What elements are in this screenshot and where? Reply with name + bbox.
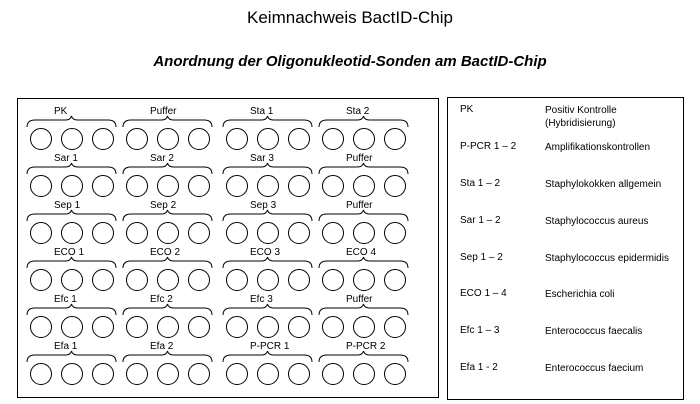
- probe-group-label: Sar 3: [250, 153, 274, 164]
- probe-spot: [62, 270, 83, 291]
- probe-spot: [31, 270, 52, 291]
- probe-spot: [62, 223, 83, 244]
- probe-group-brace: [123, 116, 212, 127]
- probe-group-brace: [319, 257, 408, 268]
- probe-spot: [323, 223, 344, 244]
- probe-group-label: Sta 1: [250, 106, 274, 117]
- probe-spot: [289, 223, 310, 244]
- probe-spot: [127, 223, 148, 244]
- probe-spot: [93, 129, 114, 150]
- probe-group-brace: [123, 210, 212, 221]
- probe-group-label: Puffer: [346, 153, 373, 164]
- probe-spot: [158, 317, 179, 338]
- legend-box: [447, 97, 684, 400]
- probe-spot: [289, 129, 310, 150]
- probe-spot: [227, 270, 248, 291]
- probe-group-label: Sta 2: [346, 106, 370, 117]
- probe-group-label: P-PCR 2: [346, 341, 386, 352]
- probe-spot: [62, 364, 83, 385]
- probe-group-brace: [223, 304, 312, 315]
- probe-spot: [385, 176, 406, 197]
- probe-spot: [354, 223, 375, 244]
- legend-description: Enterococcus faecium: [545, 363, 644, 374]
- legend-description: Staphylococcus epidermidis: [545, 253, 669, 264]
- legend-description: Enterococcus faecalis: [545, 326, 643, 337]
- probe-group-label: Efa 2: [150, 341, 174, 352]
- probe-spot: [189, 364, 210, 385]
- probe-spot: [31, 317, 52, 338]
- probe-spot: [227, 129, 248, 150]
- legend-description: Escherichia coli: [545, 289, 615, 300]
- probe-spot: [31, 364, 52, 385]
- probe-group-label: ECO 2: [150, 247, 181, 258]
- probe-group-label: Efa 1: [54, 341, 78, 352]
- probe-group-label: Sep 2: [150, 200, 177, 211]
- probe-spot: [189, 317, 210, 338]
- probe-group-brace: [319, 304, 408, 315]
- probe-group-label: PK: [54, 106, 68, 117]
- probe-spot: [158, 270, 179, 291]
- probe-spot: [385, 223, 406, 244]
- probe-group-label: P-PCR 1: [250, 341, 290, 352]
- chip-layout: [17, 98, 439, 398]
- probe-spot: [158, 364, 179, 385]
- probe-spot: [354, 364, 375, 385]
- probe-group-label: ECO 3: [250, 247, 281, 258]
- probe-spot: [258, 317, 279, 338]
- probe-spot: [385, 317, 406, 338]
- probe-spot: [189, 129, 210, 150]
- probe-spot: [189, 223, 210, 244]
- probe-spot: [323, 317, 344, 338]
- probe-spot: [127, 364, 148, 385]
- probe-spot: [354, 176, 375, 197]
- probe-spot: [323, 364, 344, 385]
- probe-spot: [127, 129, 148, 150]
- legend-key: Efc 1 – 3: [460, 325, 500, 336]
- probe-spot: [258, 270, 279, 291]
- probe-spot: [385, 270, 406, 291]
- probe-spot: [323, 176, 344, 197]
- probe-spot: [31, 176, 52, 197]
- probe-group-label: Efc 3: [250, 294, 273, 305]
- probe-spot: [354, 270, 375, 291]
- legend-key: PK: [460, 104, 474, 115]
- probe-group-brace: [27, 116, 116, 127]
- probe-spot: [289, 176, 310, 197]
- probe-group-brace: [27, 257, 116, 268]
- probe-group-label: Sep 3: [250, 200, 277, 211]
- probe-spot: [258, 223, 279, 244]
- probe-spot: [258, 176, 279, 197]
- probe-spot: [93, 317, 114, 338]
- probe-spot: [93, 364, 114, 385]
- legend-key: ECO 1 – 4: [460, 288, 507, 299]
- probe-spot: [62, 129, 83, 150]
- probe-group-brace: [319, 163, 408, 174]
- probe-group-brace: [27, 304, 116, 315]
- probe-spot: [158, 176, 179, 197]
- probe-spot: [31, 129, 52, 150]
- probe-group-label: Sar 1: [54, 153, 78, 164]
- probe-spot: [127, 176, 148, 197]
- probe-spot: [62, 317, 83, 338]
- probe-spot: [289, 364, 310, 385]
- legend-key: P-PCR 1 – 2: [460, 141, 517, 152]
- probe-group-brace: [123, 257, 212, 268]
- probe-group-label: ECO 4: [346, 247, 377, 258]
- probe-spot: [93, 176, 114, 197]
- probe-group-brace: [223, 116, 312, 127]
- legend-description: Positiv Kontrolle (Hybridisierung): [545, 105, 617, 129]
- probe-group-label: Puffer: [346, 294, 373, 305]
- probe-spot: [323, 270, 344, 291]
- probe-group-brace: [223, 163, 312, 174]
- probe-group-label: Puffer: [346, 200, 373, 211]
- legend-description: Amplifikationskontrollen: [545, 142, 651, 153]
- probe-group-label: Efc 2: [150, 294, 173, 305]
- probe-spot: [385, 129, 406, 150]
- page-title: Keimnachweis BactID-Chip: [247, 8, 453, 27]
- probe-group-brace: [319, 210, 408, 221]
- probe-group-brace: [223, 351, 312, 362]
- probe-group-label: ECO 1: [54, 247, 85, 258]
- probe-group-label: Sar 2: [150, 153, 174, 164]
- legend-key: Efa 1 - 2: [460, 362, 498, 373]
- probe-spot: [323, 129, 344, 150]
- probe-spot: [127, 270, 148, 291]
- legend-description: Staphylococcus aureus: [545, 216, 649, 227]
- probe-group-brace: [27, 351, 116, 362]
- legend-key: Sar 1 – 2: [460, 215, 501, 226]
- probe-spot: [227, 176, 248, 197]
- legend-description: Staphylokokken allgemein: [545, 179, 662, 190]
- probe-group-label: Sep 1: [54, 200, 81, 211]
- probe-spot: [127, 317, 148, 338]
- probe-spot: [189, 270, 210, 291]
- legend-key: Sep 1 – 2: [460, 252, 503, 263]
- probe-group-brace: [319, 116, 408, 127]
- probe-spot: [385, 364, 406, 385]
- probe-group-label: Efc 1: [54, 294, 77, 305]
- probe-group-brace: [319, 351, 408, 362]
- probe-group-label: Puffer: [150, 106, 177, 117]
- probe-spot: [289, 270, 310, 291]
- probe-spot: [158, 129, 179, 150]
- probe-spot: [354, 129, 375, 150]
- probe-spot: [93, 270, 114, 291]
- page-subtitle: Anordnung der Oligonukleotid-Sonden am BactID-Chip: [153, 53, 547, 70]
- legend-key: Sta 1 – 2: [460, 178, 501, 189]
- probe-spot: [93, 223, 114, 244]
- probe-spot: [227, 317, 248, 338]
- probe-spot: [258, 129, 279, 150]
- probe-group-brace: [223, 210, 312, 221]
- probe-group-brace: [123, 163, 212, 174]
- probe-spot: [289, 317, 310, 338]
- probe-group-brace: [223, 257, 312, 268]
- probe-group-brace: [27, 210, 116, 221]
- probe-spot: [227, 364, 248, 385]
- probe-spot: [62, 176, 83, 197]
- probe-group-brace: [123, 351, 212, 362]
- probe-spot: [189, 176, 210, 197]
- probe-group-brace: [27, 163, 116, 174]
- probe-group-brace: [123, 304, 212, 315]
- probe-spot: [258, 364, 279, 385]
- probe-spot: [354, 317, 375, 338]
- probe-spot: [158, 223, 179, 244]
- probe-spot: [31, 223, 52, 244]
- probe-spot: [227, 223, 248, 244]
